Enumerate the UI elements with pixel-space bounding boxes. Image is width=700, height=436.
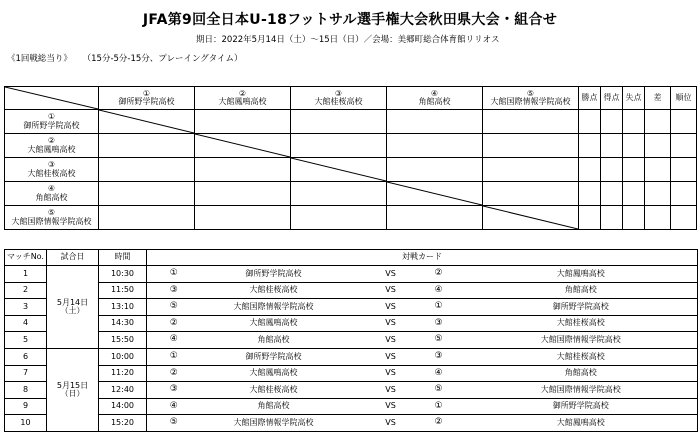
league-self-cell (291, 158, 387, 182)
home-team-name: 大館鳳鳴高校 (201, 365, 347, 382)
vs-label: VS (347, 415, 435, 432)
home-team-number: ④ (147, 332, 201, 349)
page-title: JFA第9回全日本U-18フットサル選手権大会秋田県大会・組合せ (142, 12, 558, 28)
team-number: ⑤ (47, 208, 56, 218)
away-team-name: 大館国際情報学院高校 (465, 382, 698, 399)
team-name: 御所野学院高校 (23, 120, 80, 130)
away-team-number: ② (435, 266, 465, 283)
match-no: 8 (5, 382, 47, 399)
team-name: 角館高校 (35, 192, 68, 202)
home-team-name: 御所野学院高校 (201, 348, 347, 365)
league-stat-cell (601, 158, 623, 182)
match-date (47, 266, 99, 349)
match-row (5, 382, 698, 399)
away-team-number: ③ (435, 315, 465, 332)
match-no: 2 (5, 282, 47, 299)
league-stat-cell (671, 158, 697, 182)
vs-label: VS (347, 348, 435, 365)
league-stat-cell (623, 134, 645, 158)
home-team-number: ⑤ (147, 415, 201, 432)
match-row (5, 365, 698, 382)
vs-label: VS (347, 382, 435, 399)
league-row-header (5, 158, 99, 182)
league-row (5, 182, 697, 206)
home-team-number: ⑤ (147, 299, 201, 316)
away-team-number: ③ (435, 348, 465, 365)
league-stat-cell (671, 182, 697, 206)
match-row (5, 348, 698, 365)
league-result-cell (387, 158, 483, 182)
home-team-number: ① (147, 348, 201, 365)
league-result-cell (291, 110, 387, 134)
league-result-cell (483, 182, 579, 206)
league-result-cell (387, 134, 483, 158)
away-team-number: ④ (435, 365, 465, 382)
match-time: 14:30 (99, 315, 147, 332)
league-result-cell (99, 206, 195, 230)
match-row (5, 332, 698, 349)
team-name: 大館国際情報学院高校 (490, 97, 571, 106)
weekday-label: （土） (60, 305, 85, 315)
away-team-number: ⑤ (435, 332, 465, 349)
team-name: 御所野学院高校 (118, 97, 175, 106)
league-stat-cell (645, 182, 671, 206)
league-result-cell (387, 110, 483, 134)
home-team-number: ③ (147, 282, 201, 299)
match-time: 11:50 (99, 282, 147, 299)
league-stat-cell (601, 182, 623, 206)
match-row (5, 299, 698, 316)
league-self-cell (195, 134, 291, 158)
match-no: 5 (5, 332, 47, 349)
format-rules: （15分-5分-15分、プレーイングタイム） (82, 54, 243, 64)
vs-label: VS (347, 282, 435, 299)
home-team-number: ② (147, 365, 201, 382)
away-team-name: 御所野学院高校 (465, 398, 698, 415)
league-result-cell (195, 110, 291, 134)
league-stat-header: 差 (645, 87, 671, 110)
league-col-header (483, 87, 579, 110)
vs-label: VS (347, 299, 435, 316)
home-team-name: 角館高校 (201, 332, 347, 349)
league-result-cell (483, 158, 579, 182)
league-row-header (5, 182, 99, 206)
home-team-name: 御所野学院高校 (201, 266, 347, 283)
league-stat-header: 得点 (601, 87, 623, 110)
league-stat-cell (671, 110, 697, 134)
league-stat-cell (579, 206, 601, 230)
team-number: ③ (334, 88, 343, 98)
home-team-name: 大館鳳鳴高校 (201, 315, 347, 332)
league-stat-cell (601, 206, 623, 230)
header-date: 試合日 (47, 250, 99, 266)
league-table (4, 86, 697, 230)
league-corner-cell (5, 87, 99, 110)
team-number: ④ (47, 184, 56, 194)
match-time: 14:00 (99, 398, 147, 415)
league-self-cell (483, 206, 579, 230)
format-round: 《1回戦総当り》 (7, 54, 72, 64)
vs-label: VS (347, 332, 435, 349)
league-result-cell (99, 182, 195, 206)
league-stat-cell (579, 182, 601, 206)
league-result-cell (99, 134, 195, 158)
league-stat-header: 失点 (623, 87, 645, 110)
league-stat-header: 勝点 (579, 87, 601, 110)
match-row (5, 266, 698, 283)
league-stat-cell (623, 182, 645, 206)
league-result-cell (387, 206, 483, 230)
home-team-name: 大館桂桜高校 (201, 382, 347, 399)
league-result-cell (195, 182, 291, 206)
league-row-header (5, 110, 99, 134)
team-number: ② (47, 136, 56, 146)
league-stat-cell (671, 134, 697, 158)
date-label: 5月15日 (56, 380, 89, 390)
team-name: 大館桂桜高校 (27, 168, 76, 178)
league-stat-cell (579, 110, 601, 134)
home-team-name: 大館桂桜高校 (201, 282, 347, 299)
league-stat-cell (645, 110, 671, 134)
away-team-name: 角館高校 (465, 282, 698, 299)
team-name: 大館桂桜高校 (314, 97, 363, 106)
away-team-number: ① (435, 299, 465, 316)
team-number: ④ (430, 88, 439, 98)
league-stat-cell (645, 158, 671, 182)
team-number: ③ (47, 160, 56, 170)
away-team-name: 大館国際情報学院高校 (465, 332, 698, 349)
league-stat-cell (645, 134, 671, 158)
league-col-header (195, 87, 291, 110)
match-time: 12:40 (99, 382, 147, 399)
match-no: 4 (5, 315, 47, 332)
team-name: 角館高校 (418, 97, 451, 106)
match-row (5, 315, 698, 332)
home-team-name: 大館国際情報学院高校 (201, 415, 347, 432)
league-col-header (291, 87, 387, 110)
league-self-cell (387, 182, 483, 206)
league-result-cell (291, 134, 387, 158)
match-row (5, 415, 698, 432)
league-row-header (5, 206, 99, 230)
league-col-header (387, 87, 483, 110)
league-row-header (5, 134, 99, 158)
header-match-no: マッチNo. (5, 250, 47, 266)
away-team-number: ④ (435, 282, 465, 299)
away-team-name: 角館高校 (465, 365, 698, 382)
event-date-venue: 期日：2022年5月14日（土）～15日（日）／会場：美郷町総合体育館リリオス (196, 35, 500, 45)
team-number: ① (142, 88, 151, 98)
team-number: ⑤ (526, 88, 535, 98)
match-time: 15:50 (99, 332, 147, 349)
vs-label: VS (347, 398, 435, 415)
match-time: 11:20 (99, 365, 147, 382)
league-result-cell (195, 158, 291, 182)
league-stat-cell (645, 206, 671, 230)
league-row (5, 134, 697, 158)
league-result-cell (483, 134, 579, 158)
league-self-cell (99, 110, 195, 134)
away-team-name: 大館鳳鳴高校 (465, 266, 698, 283)
match-no: 9 (5, 398, 47, 415)
league-result-cell (99, 158, 195, 182)
league-result-cell (483, 110, 579, 134)
vs-label: VS (347, 315, 435, 332)
league-row (5, 110, 697, 134)
league-result-cell (291, 206, 387, 230)
team-name: 大館国際情報学院高校 (11, 216, 92, 226)
away-team-name: 大館鳳鳴高校 (465, 415, 698, 432)
match-time: 10:00 (99, 348, 147, 365)
league-row (5, 158, 697, 182)
match-time: 13:10 (99, 299, 147, 316)
league-stat-cell (601, 110, 623, 134)
league-stat-cell (579, 158, 601, 182)
competition-format (7, 52, 250, 64)
vs-label: VS (347, 266, 435, 283)
team-name: 大館鳳鳴高校 (218, 97, 267, 106)
match-no: 1 (5, 266, 47, 283)
league-stat-cell (623, 158, 645, 182)
league-col-header (99, 87, 195, 110)
team-number: ② (238, 88, 247, 98)
match-no: 3 (5, 299, 47, 316)
away-team-number: ① (435, 398, 465, 415)
home-team-name: 角館高校 (201, 398, 347, 415)
match-no: 6 (5, 348, 47, 365)
home-team-number: ③ (147, 382, 201, 399)
schedule-table (4, 249, 698, 432)
league-stat-cell (671, 206, 697, 230)
weekday-label: （日） (60, 388, 85, 398)
match-time: 15:20 (99, 415, 147, 432)
home-team-number: ① (147, 266, 201, 283)
match-row (5, 282, 698, 299)
league-stat-header: 順位 (671, 87, 697, 110)
match-row (5, 398, 698, 415)
league-stat-cell (623, 206, 645, 230)
vs-label: VS (347, 365, 435, 382)
home-team-number: ② (147, 315, 201, 332)
home-team-name: 大館国際情報学院高校 (201, 299, 347, 316)
date-label: 5月14日 (56, 297, 89, 307)
match-date (47, 348, 99, 431)
away-team-number: ⑤ (435, 382, 465, 399)
league-row (5, 206, 697, 230)
header-time: 時間 (99, 250, 147, 266)
home-team-number: ④ (147, 398, 201, 415)
header-card: 対戦カード (147, 250, 698, 266)
league-stat-cell (623, 110, 645, 134)
team-number: ① (47, 112, 56, 122)
match-time: 10:30 (99, 266, 147, 283)
away-team-name: 大館桂桜高校 (465, 315, 698, 332)
match-no: 10 (5, 415, 47, 432)
league-stat-cell (579, 134, 601, 158)
match-no: 7 (5, 365, 47, 382)
away-team-number: ② (435, 415, 465, 432)
league-stat-cell (601, 134, 623, 158)
league-result-cell (195, 206, 291, 230)
team-name: 大館鳳鳴高校 (27, 144, 76, 154)
away-team-name: 大館桂桜高校 (465, 348, 698, 365)
league-result-cell (291, 182, 387, 206)
away-team-name: 御所野学院高校 (465, 299, 698, 316)
